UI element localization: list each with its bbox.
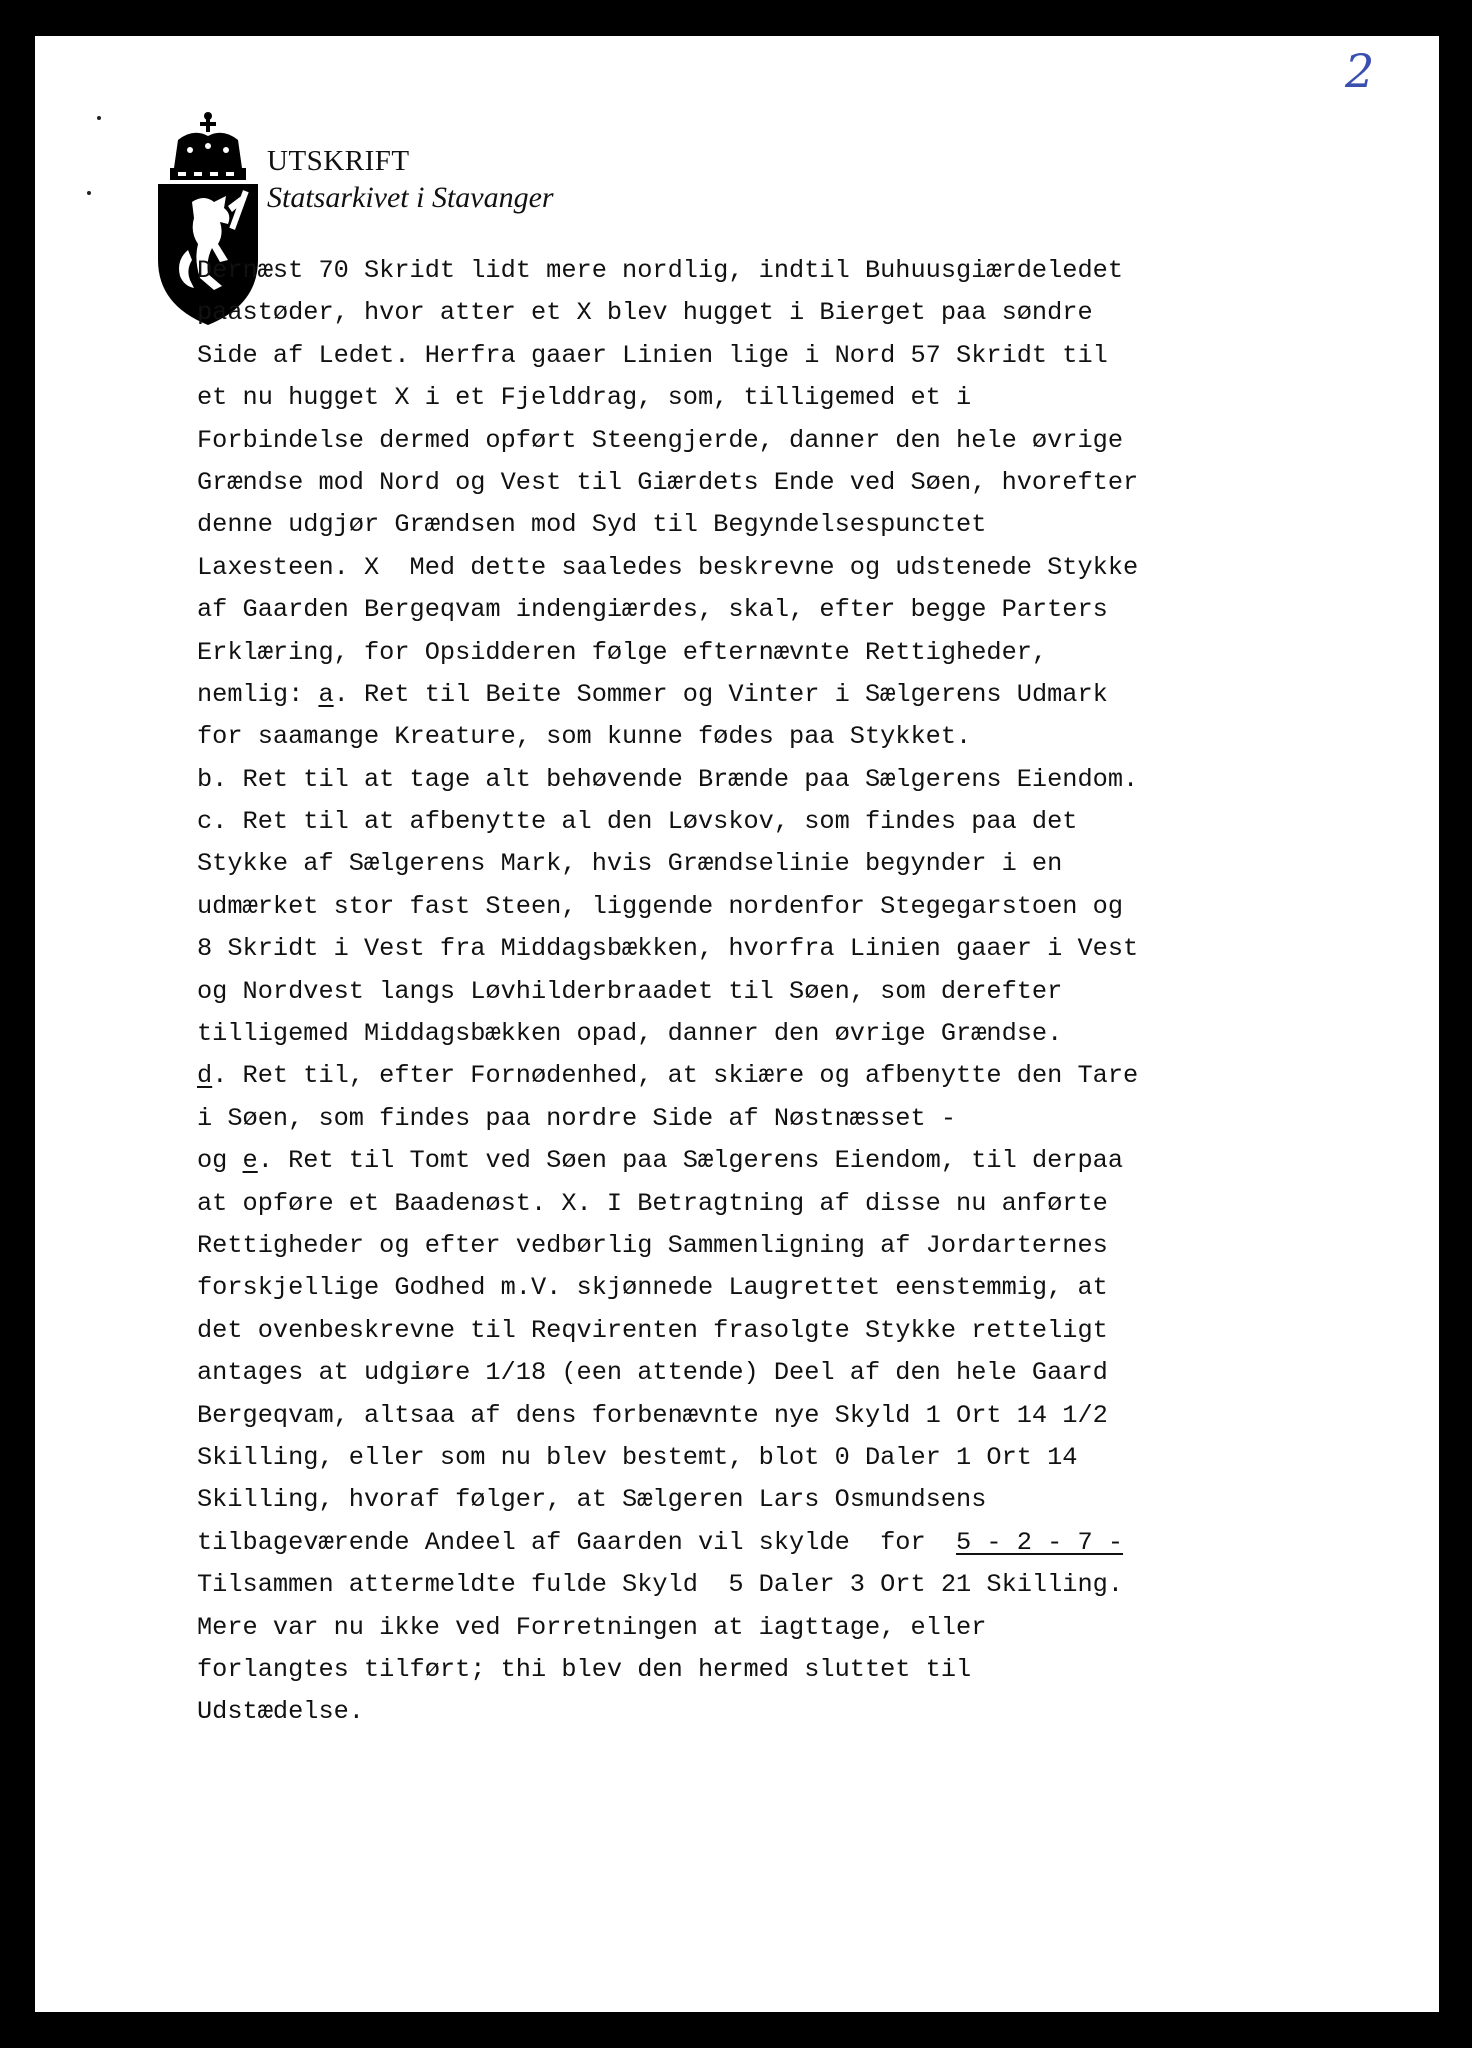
text-line: [197, 1098, 1138, 1140]
text-line: [197, 1352, 1138, 1394]
underlined-text: 5 - 2 - 7 -: [956, 1527, 1124, 1557]
text-line: [197, 759, 1138, 801]
line-text: af Gaarden Bergeqvam indengiærdes, skal, efter begge Parters: [197, 595, 1108, 625]
text-line: [197, 632, 1138, 674]
text-line: [197, 335, 1138, 377]
line-text: antages at udgiøre 1/18 (een attende) Deel af den hele Gaard: [197, 1358, 1108, 1388]
line-text: Mere var nu ikke ved Forretningen at iagttage, eller: [197, 1612, 987, 1642]
text-line: [197, 292, 1138, 334]
text-line: [197, 886, 1138, 928]
text-line: [197, 801, 1138, 843]
text-line: [197, 1140, 1138, 1182]
line-text: Side af Ledet. Herfra gaaer Linien lige i Nord 57 Skridt til: [197, 340, 1108, 370]
line-text: Grændse mod Nord og Vest til Giærdets Ende ved Søen, hvorefter: [197, 467, 1139, 497]
text-line: [197, 504, 1138, 546]
line-text: Rettigheder og efter vedbørlig Sammenligning af Jordarternes: [197, 1230, 1108, 1260]
text-line: [197, 250, 1138, 292]
text-line: [197, 716, 1138, 758]
line-text: Bergeqvam, altsaa af dens forbenævnte nye Skyld 1 Ort 14 1/2: [197, 1400, 1108, 1430]
text-line: [197, 589, 1138, 631]
line-text: og Nordvest langs Løvhilderbraadet til Søen, som derefter: [197, 976, 1063, 1006]
underlined-text: d: [197, 1061, 213, 1091]
text-line: [197, 547, 1138, 589]
underlined-text: e: [242, 1146, 258, 1176]
scan-speck: [97, 116, 101, 120]
line-text: tilligemed Middagsbækken opad, danner den øvrige Grændse.: [197, 1019, 1063, 1049]
line-text: c. Ret til at afbenytte al den Løvskov, som findes paa det: [197, 807, 1078, 837]
line-text: Tilsammen attermeldte fulde Skyld 5 Daler 3 Ort 21 Skilling.: [197, 1570, 1124, 1600]
header-title: UTSKRIFT: [267, 145, 410, 177]
text-line: [197, 462, 1138, 504]
line-text: Erklæring, for Opsidderen følge efternævnte Rettigheder,: [197, 637, 1048, 667]
text-line: [197, 1437, 1138, 1479]
text-line: [197, 1564, 1138, 1606]
line-text: Dernæst 70 Skridt lidt mere nordlig, indtil Buhuusgiærdeledet: [197, 256, 1124, 285]
text-line: [197, 1649, 1138, 1691]
text-line: [197, 1267, 1138, 1309]
line-text: Stykke af Sælgerens Mark, hvis Grændselinie begynder i en: [197, 849, 1063, 879]
header-subtitle: Statsarkivet i Stavanger: [267, 181, 554, 214]
line-text: Laxesteen. X Med dette saaledes beskrevne og udstenede Stykke: [197, 552, 1139, 582]
text-line: [197, 1225, 1138, 1267]
line-text: og: [197, 1146, 243, 1176]
line-text: udmærket stor fast Steen, liggende nordenfor Stegegarstoen og: [197, 891, 1124, 921]
line-text: . Ret til Tomt ved Søen paa Sælgerens Eiendom, til derpaa: [257, 1146, 1124, 1176]
text-line: [197, 1013, 1138, 1055]
line-text: nemlig:: [197, 679, 319, 709]
text-line: [197, 1522, 1138, 1564]
document-body: [197, 250, 1138, 1734]
text-line: [197, 843, 1138, 885]
line-text: denne udgjør Grændsen mod Syd til Begyndelsespunctet: [197, 510, 987, 540]
text-line: [197, 1395, 1138, 1437]
text-line: [197, 971, 1138, 1013]
line-text: Udstædelse.: [197, 1697, 364, 1727]
line-text: i Søen, som findes paa nordre Side af Nøstnæsset -: [197, 1103, 957, 1133]
underlined-text: a: [318, 679, 334, 709]
text-line: [197, 1055, 1138, 1097]
text-line: [197, 420, 1138, 462]
line-text: Forbindelse dermed opført Steengjerde, danner den hele øvrige: [197, 425, 1124, 455]
text-line: [197, 1479, 1138, 1521]
text-line: [197, 674, 1138, 716]
scan-speck: [87, 191, 91, 195]
line-text: for saamange Kreature, som kunne fødes paa Stykket.: [197, 722, 972, 752]
text-line: [197, 1607, 1138, 1649]
line-text: at opføre et Baadenøst. X. I Betragtning af disse nu anførte: [197, 1188, 1108, 1218]
line-text: Skilling, hvoraf følger, at Sælgeren Lars Osmundsens: [197, 1485, 987, 1515]
line-text: et nu hugget X i et Fjelddrag, som, tilligemed et i: [197, 383, 972, 413]
line-text: . Ret til Beite Sommer og Vinter i Sælgerens Udmark: [333, 679, 1108, 709]
text-line: [197, 1691, 1138, 1733]
line-text: forskjellige Godhed m.V. skjønnede Laugrettet eenstemmig, at: [197, 1273, 1108, 1303]
line-text: Skilling, eller som nu blev bestemt, blot 0 Daler 1 Ort 14: [197, 1442, 1078, 1472]
line-text: forlangtes tilført; thi blev den hermed sluttet til: [197, 1654, 972, 1684]
text-line: [197, 1183, 1138, 1225]
line-text: b. Ret til at tage alt behøvende Brænde paa Sælgerens Eiendom.: [197, 764, 1139, 794]
line-text: 8 Skridt i Vest fra Middagsbækken, hvorfra Linien gaaer i Vest: [197, 934, 1139, 964]
line-text: det ovenbeskrevne til Reqvirenten frasolgte Stykke retteligt: [197, 1315, 1108, 1345]
line-text: . Ret til, efter Fornødenhed, at skiære og afbenytte den Tare: [212, 1061, 1139, 1091]
line-text: tilbageværende Andeel af Gaarden vil skylde for: [197, 1527, 957, 1557]
text-line: [197, 928, 1138, 970]
line-text: paastøder, hvor atter et X blev hugget i Bierget paa søndre: [197, 298, 1093, 328]
text-line: [197, 1310, 1138, 1352]
text-line: [197, 377, 1138, 419]
page-number: 2: [1345, 44, 1375, 98]
